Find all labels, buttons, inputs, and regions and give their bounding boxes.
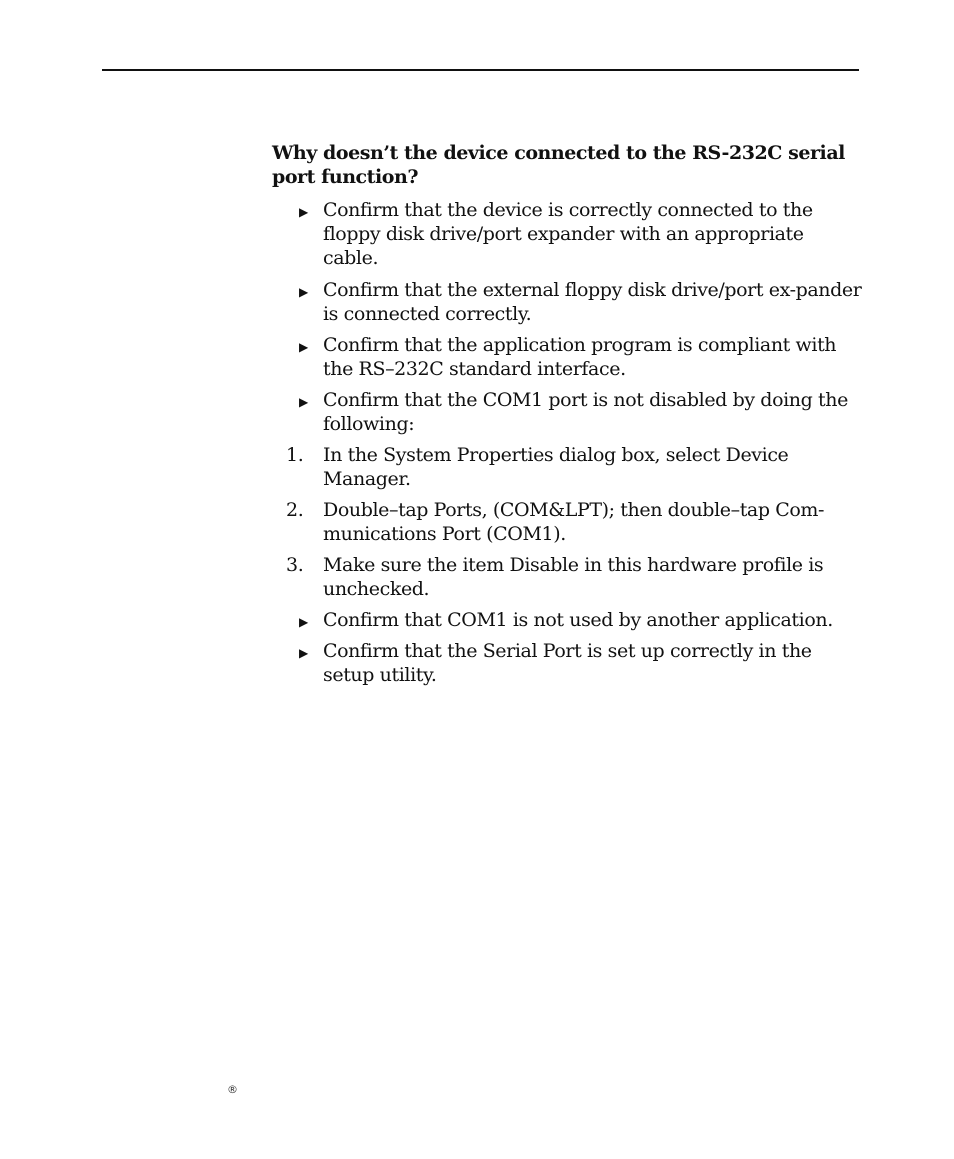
- list-item-text: Make sure the item Disable in this hardware profile is unchecked.: [323, 554, 824, 600]
- numbered-step: [272, 498, 863, 546]
- bullet-arrow-icon: ▶: [299, 340, 308, 354]
- bullet-arrow-icon: ▶: [299, 205, 308, 219]
- list-item-text: Confirm that the COM1 port is not disabled by doing the following:: [323, 389, 848, 435]
- bullet-arrow-icon: ▶: [299, 646, 308, 660]
- bullet-arrow-icon: ▶: [299, 615, 308, 629]
- list-item: [272, 278, 863, 326]
- step-number: 2.: [286, 499, 304, 521]
- troubleshooting-section: [272, 141, 892, 687]
- registered-mark-icon: ®: [227, 1083, 238, 1096]
- question-heading: Why doesn’t the device connected to the RS-232C serial port function?: [272, 142, 845, 188]
- header-rule: [102, 69, 859, 71]
- step-number: 1.: [286, 444, 304, 466]
- step-number: 3.: [286, 554, 304, 576]
- list-item-text: Confirm that the device is correctly connected to the floppy disk drive/port expander with an appropriate cable.: [323, 199, 813, 269]
- numbered-step: [272, 553, 863, 601]
- list-item-text: Confirm that the Serial Port is set up correctly in the setup utility.: [323, 640, 812, 686]
- list-item-text: Double–tap Ports, (COM&LPT); then double–tap Com-munications Port (COM1).: [323, 499, 825, 545]
- list-item: [272, 333, 863, 381]
- list-item-text: Confirm that the external floppy disk drive/port ex-pander is connected correctly.: [323, 279, 862, 325]
- list-item: [272, 198, 863, 270]
- bullet-arrow-icon: ▶: [299, 285, 308, 299]
- list-item-text: In the System Properties dialog box, select Device Manager.: [323, 444, 789, 490]
- bullet-arrow-icon: ▶: [299, 395, 308, 409]
- numbered-step: [272, 443, 863, 491]
- list-item: [272, 639, 863, 687]
- list-item-text: Confirm that the application program is compliant with the RS–232C standard interface.: [323, 334, 837, 380]
- list-item: [272, 608, 893, 632]
- answer-list: [272, 198, 892, 687]
- list-item: [272, 388, 863, 436]
- list-item-text: Confirm that COM1 is not used by another application.: [323, 609, 833, 631]
